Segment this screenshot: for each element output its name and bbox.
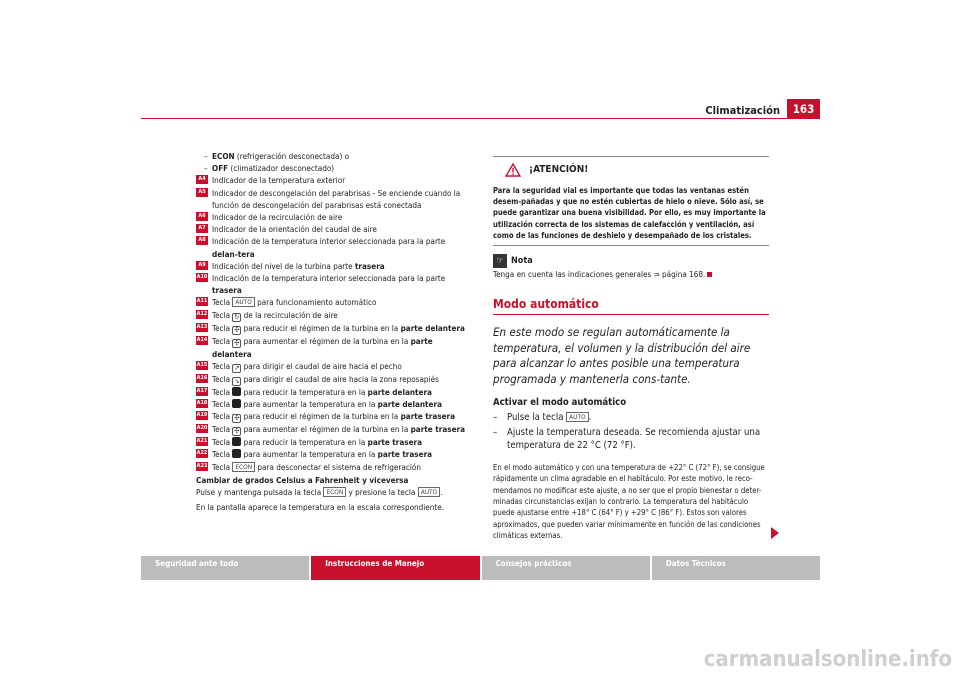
key-icon: ↗ (234, 363, 240, 372)
tab-datos[interactable]: Datos Técnicos (652, 556, 820, 580)
temperature-key-icon (232, 399, 241, 408)
legend-row: A6 Indicador de la recirculación de aire (141, 211, 471, 223)
legend-badge: A22 (196, 450, 208, 457)
key-icon: ↻ (234, 312, 240, 321)
legend-badge: A16 (196, 374, 208, 381)
legend-row: A4 Indicador de la temperatura exterior (141, 174, 471, 186)
page-header-title: Climatización (705, 104, 780, 117)
activate-title: Activar el modo automático (493, 397, 627, 409)
temperature-key-icon (232, 437, 241, 446)
header-divider (141, 118, 820, 119)
watermark: carmanualsonline.info (703, 647, 952, 672)
tab-consejos[interactable]: Consejos prácticos (482, 556, 650, 580)
legend-row: A17 Tecla para reducir la temperatura en la parte delantera (196, 386, 432, 397)
legend-row: A9 Indicación del nivel de la turbina parte trasera (141, 260, 471, 272)
section-intro: En este modo se regulan automáticamente la temperatura, el volumen y la distribución del aire para alcanzar lo antes posible una temperatura programada y mantenerla cons-tante. (493, 325, 751, 386)
legend-row: A12 Tecla ↻ de la recirculación de aire (196, 309, 338, 321)
warning-text: Para la seguridad vial es importante que todas las ventanas estén desem-pañadas y que no estén cubiertas de hielo o nieve. Sólo así, se puede garantizar una buena visibilidad. Por ello, es muy importante la utilización correcta de los sistemas de calefacción y ventilación, así como de las funciones de deshielo y desempañado de los cristales. (493, 186, 766, 240)
tab-instrucciones[interactable]: Instrucciones de Manejo (311, 556, 479, 580)
legend-row: A8 Indicación de la temperatura interior seleccionada para la parte delan-tera (141, 235, 471, 259)
legend-badge: A9 (196, 261, 208, 270)
step-1: – Pulse la tecla AUTO . (493, 411, 769, 424)
key-label: AUTO (232, 297, 254, 307)
key-icon: ✣ (234, 325, 240, 334)
legend-badge: A12 (196, 310, 208, 317)
warning-box (493, 156, 769, 246)
legend-badge: A14 (196, 336, 208, 343)
temperature-key-icon (232, 449, 241, 458)
warning-triangle-icon (505, 163, 521, 177)
legend-badge: A15 (196, 361, 208, 368)
legend-badge: A23 (196, 462, 208, 469)
note-text: Tenga en cuenta las indicaciones generales ⇒ página 168. (493, 268, 769, 280)
sub-item: – ECON (refrigeración desconectada) o (141, 150, 471, 162)
sub-item: – OFF (climatizador desconectado) (141, 162, 471, 174)
next-page-arrow-icon[interactable] (771, 527, 779, 539)
legend-badge: A4 (196, 175, 208, 184)
warning-title: ¡ATENCIÓN! (529, 164, 589, 175)
legend-badge: A18 (196, 400, 208, 407)
legend-row: A23 Tecla ECON para desconectar el sistema de refrigeración (196, 461, 421, 472)
key-icon: ✣ (234, 414, 240, 423)
auto-key: AUTO (566, 412, 588, 422)
legend-badge: A6 (196, 212, 208, 221)
legend-row: A19 Tecla ✣ para reducir el régimen de la turbina en la parte trasera (196, 411, 456, 423)
key-icon: ✣ (234, 338, 240, 347)
legend-badge: A19 (196, 412, 208, 419)
info-paragraph: En el modo automático y con una temperatura de +22° C (72° F), se consigue rápidamente un clima agradable en el habitáculo. Por este motivo, le reco-mendamos no modificar este ajuste, a no ser que el propio bienestar o deter-minadas circunstancias exijan lo contrario. La temperatura del habitáculo puede ajustarse entre +18° C (64° F) y +29° C (86° F). Estos son valores aproximados, que pueden variar mínimamente en función de las condiciones climáticas externas. (493, 463, 765, 540)
page-number: 163 (787, 99, 820, 119)
change-units-result: En la pantalla aparece la temperatura en la escala correspondiente. (196, 502, 445, 513)
legend-badge: A5 (196, 188, 208, 197)
legend-row: A16 Tecla ↘ para dirigir el caudal de aire hacia la zona reposapiés (196, 373, 439, 385)
legend-row: A14 Tecla ✣ para aumentar el régimen de la turbina en la parte delantera (196, 335, 433, 359)
left-column (141, 150, 471, 513)
legend-badge: A8 (196, 236, 208, 245)
step-2: – Ajuste la temperatura deseada. Se recomienda ajustar una temperatura de 22 °C (72 °F). (493, 426, 769, 452)
legend-row: A5 Indicador de descongelación del parabrisas - Se enciende cuando la función de descongelación del parabrisas está conectada (141, 187, 471, 211)
legend-badge: A13 (196, 323, 208, 330)
end-marker-icon (707, 272, 712, 277)
econ-key: ECON (323, 487, 346, 497)
legend-row: A20 Tecla ✣ para aumentar el régimen de la turbina en la parte trasera (196, 424, 466, 436)
legend-badge: A11 (196, 298, 208, 305)
footer-nav (141, 556, 820, 580)
legend-row: A21 Tecla para reducir la temperatura en la parte trasera (196, 437, 423, 448)
legend-row: A18 Tecla para aumentar la temperatura en la parte delantera (196, 399, 442, 410)
key-icon: ↘ (234, 376, 240, 385)
tab-seguridad[interactable]: Seguridad ante todo (141, 556, 309, 580)
note-hand-icon: ☞ (493, 254, 507, 268)
legend-row: A10 Indicación de la temperatura interior seleccionada para la parte trasera (196, 273, 446, 296)
auto-key: AUTO (418, 487, 440, 497)
section-title: Modo automático (493, 298, 769, 315)
note-title: Nota (511, 256, 533, 267)
key-label: ECON (232, 462, 255, 472)
note-heading (493, 254, 769, 268)
temperature-key-icon (232, 387, 241, 396)
legend-row: A22 Tecla para aumentar la temperatura en la parte trasera (196, 449, 433, 460)
legend-row: A7 Indicador de la orientación del caudal de aire (141, 223, 471, 235)
key-icon: ✣ (234, 427, 240, 436)
legend-badge: A21 (196, 438, 208, 445)
legend-row: A13 Tecla ✣ para reducir el régimen de la turbina en la parte delantera (196, 322, 465, 334)
legend-row: A11 Tecla AUTO para funcionamiento automático (196, 297, 377, 308)
legend-row: A15 Tecla ↗ para dirigir el caudal de aire hacia el pecho (196, 360, 402, 372)
legend-badge: A7 (196, 224, 208, 233)
change-units-title: Cambiar de grados Celsius a Fahrenheit y viceversa (196, 474, 409, 485)
legend-badge: A17 (196, 387, 208, 394)
right-column (493, 156, 769, 541)
legend-badge: A10 (196, 274, 208, 281)
legend-badge: A20 (196, 425, 208, 432)
change-units-instruction: Pulse y mantenga pulsada la tecla ECON y presione la tecla AUTO . (196, 487, 443, 498)
